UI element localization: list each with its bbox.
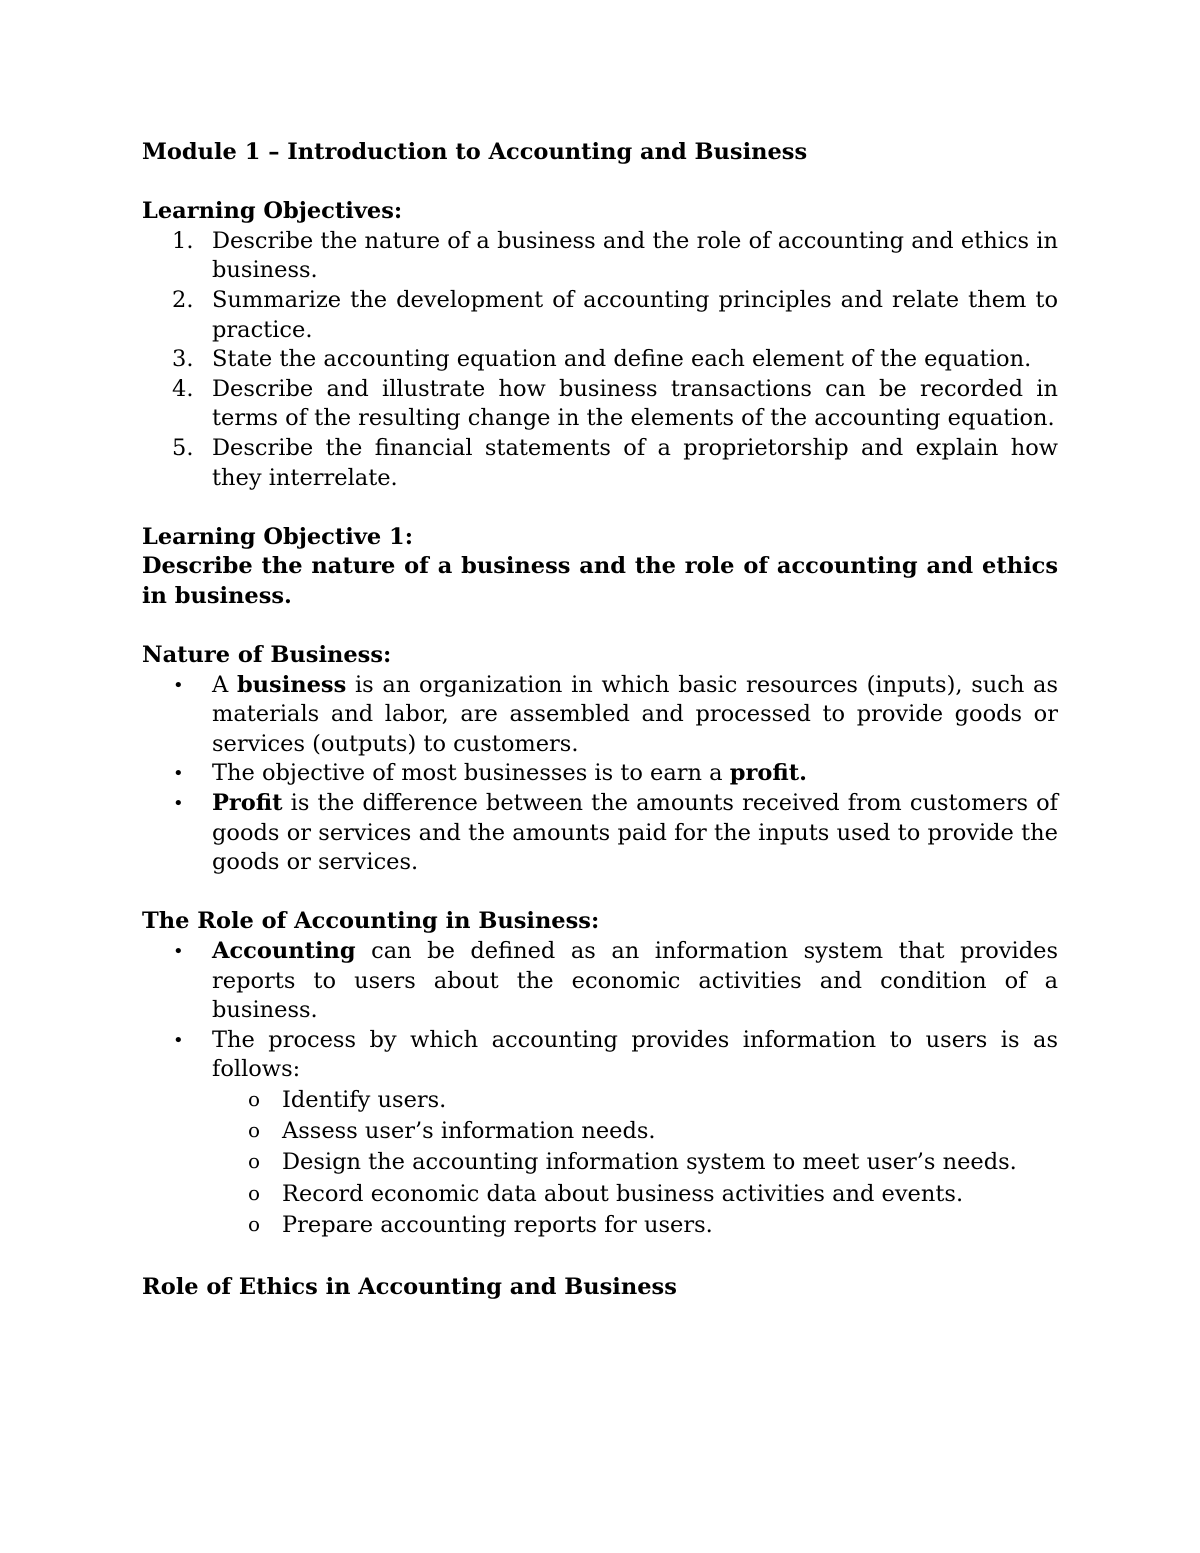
objective-text: Describe and illustrate how business transactions can be recorded in terms of the resulting change in the elements of the accounting equation. xyxy=(212,375,1058,432)
sub-bullet-item: o Assess user’s information needs. xyxy=(142,1116,1058,1147)
term-accounting: Accounting xyxy=(212,938,356,965)
bullet-item: • The process by which accounting provides information to users is as follows: xyxy=(173,1026,1058,1083)
sub-bullet-item: o Prepare accounting reports for users. xyxy=(142,1210,1058,1241)
lo1-heading: Learning Objective 1: xyxy=(142,523,414,550)
sub-bullet-item: o Record economic data about business activities and events. xyxy=(142,1179,1058,1210)
list-number: 2. xyxy=(172,286,194,313)
list-number: 5. xyxy=(172,434,194,461)
sub-bullet-item: o Design the accounting information system to meet user’s needs. xyxy=(142,1147,1058,1178)
circle-bullet-icon: o xyxy=(248,1211,261,1236)
bullet-icon: • xyxy=(173,793,184,815)
objective-item xyxy=(142,227,1058,286)
ethics-heading: Role of Ethics in Accounting and Business xyxy=(142,1274,677,1301)
circle-bullet-icon: o xyxy=(248,1118,261,1143)
sub-bullet-item: o Identify users. xyxy=(142,1085,1058,1116)
bullet-icon: • xyxy=(173,674,184,696)
circle-bullet-icon: o xyxy=(248,1180,261,1205)
circle-bullet-icon: o xyxy=(248,1087,261,1111)
role-heading: The Role of Accounting in Business: xyxy=(142,908,600,935)
list-number: 3. xyxy=(172,346,194,373)
role-bullet-list xyxy=(142,937,1058,1085)
objective-text: Describe the nature of a business and the role of accounting and ethics in business. xyxy=(212,227,1058,284)
objective-text: Summarize the development of accounting principles and relate them to practice. xyxy=(212,286,1058,343)
term-business: business xyxy=(236,671,347,698)
term-profit-definition: Profit xyxy=(212,790,283,817)
list-number: 1. xyxy=(172,227,194,254)
objectives-heading: Learning Objectives: xyxy=(142,198,403,225)
list-number: 4. xyxy=(172,375,194,402)
bullet-item: • Accounting can be defined as an information system that provides reports to users about the economic activities and condition of a business. xyxy=(173,938,1058,1024)
objective-text: State the accounting equation and define each element of the equation. xyxy=(212,346,1032,373)
objective-item xyxy=(142,375,1058,434)
objective-item xyxy=(142,345,1058,375)
lo1-statement: Describe the nature of a business and the role of accounting and ethics in business. xyxy=(142,553,1058,609)
objective-item xyxy=(142,434,1058,493)
objective-text: Describe the financial statements of a proprietorship and explain how they interrelate. xyxy=(212,434,1058,491)
bullet-item: • The objective of most businesses is to earn a profit. xyxy=(142,759,1058,789)
bullet-icon: • xyxy=(173,763,184,785)
document-page xyxy=(142,138,1058,1303)
bullet-icon: • xyxy=(173,1029,184,1051)
page-title: Module 1 – Introduction to Accounting and Business xyxy=(142,139,808,165)
term-profit: profit. xyxy=(729,760,807,787)
objective-item xyxy=(142,286,1058,345)
bullet-icon: • xyxy=(173,941,184,963)
process-sub-list xyxy=(142,1085,1058,1241)
objectives-list xyxy=(142,227,1058,493)
circle-bullet-icon: o xyxy=(248,1149,261,1174)
bullet-item: • Profit is the difference between the amounts received from customers of goods or services and the amounts paid for the inputs used to provide the goods or services. xyxy=(173,790,1058,876)
bullet-item: • A business is an organization in which basic resources (inputs), such as materials and labor, are assembled and processed to provide goods or services (outputs) to customers. xyxy=(173,671,1058,757)
nature-heading: Nature of Business: xyxy=(142,642,392,669)
nature-bullet-list xyxy=(142,671,1058,878)
